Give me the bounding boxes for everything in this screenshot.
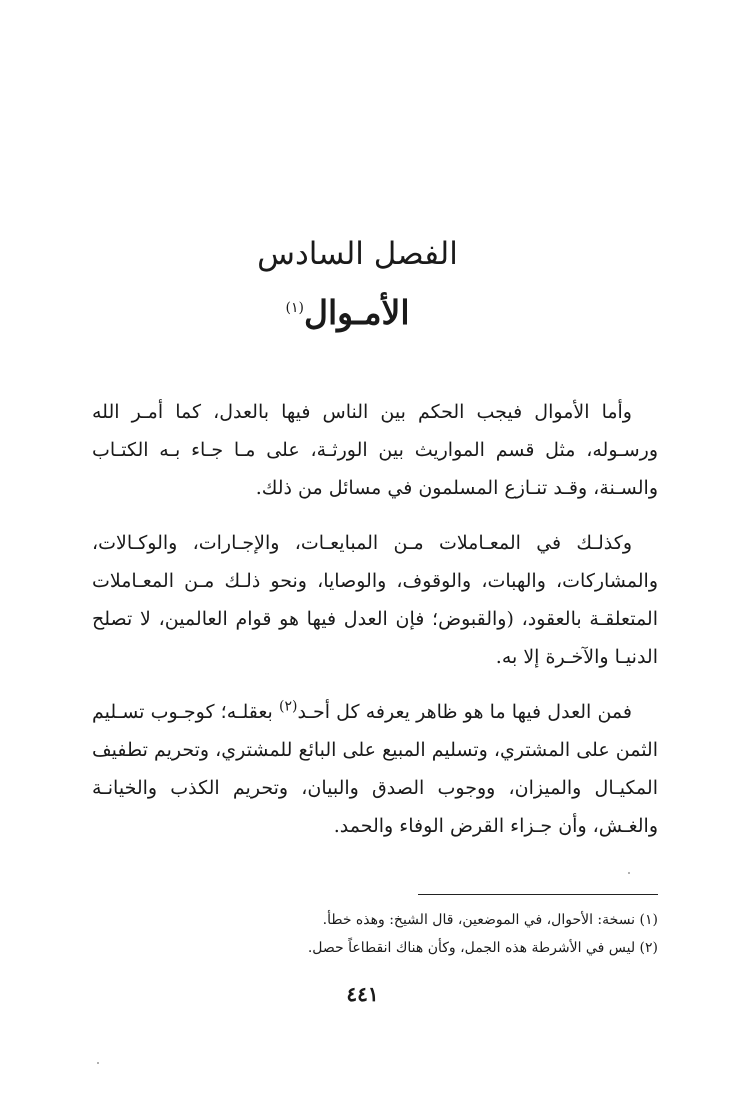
paragraph-3 [92, 693, 658, 845]
footnote-ref-2: (٢) [278, 698, 298, 715]
footnote-divider [418, 894, 658, 895]
paragraph-1: وأما الأموال فيجب الحكم بين الناس فيها بالعدل، كما أمـر الله ورسـوله، مثل قسم المواريث بين الورثـة، على مـا جـاء بـه الكتـاب والسـنة، وقـد تنـازع المسلمون في مسائل من ذلك. [92, 401, 658, 499]
paragraph-3-after: بعقلـه؛ كوجـوب تسـليم الثمن على المشتري، وتسليم المبيع على البائع للمشتري، وتحريم تطفيف المكيـال والميزان، ووجوب الصدق والبيان، وتحريم الكذب والخيانـة والغـش، وأن جـزاء القرض الوفاء والحمد. [92, 701, 658, 837]
footnote-2: (٢) ليس في الأشرطة هذه الجمل، وكأن هناك انقطاعاً حصل. [307, 940, 658, 956]
headings [0, 232, 755, 336]
page-number: ٤٤١ [346, 982, 379, 1006]
chapter-title: الفصل السادس [257, 236, 458, 272]
footnotes [100, 906, 658, 962]
scan-speck [97, 1062, 99, 1064]
paragraph-2: وكذلـك في المعـاملات مـن المبايعـات، والإجـارات، والوكـالات، والمشاركات، والهبات، والوقوف، والوصايا، ونحو ذلـك مـن المعـاملات المتعلقـة بالعقود، (والقبوض؛ فإن العدل فيها هو قوام العالمين، لا تصلح الدنيـا والآخـرة إلا به. [92, 532, 658, 668]
body-text [92, 393, 658, 862]
section-title [0, 290, 755, 336]
footnote-ref-1: (١) [285, 300, 304, 316]
section-title-text: الأمـوال [303, 293, 410, 332]
scan-speck [628, 872, 630, 874]
paragraph-3-before: فمن العدل فيها ما هو ظاهر يعرفه كل أحـد [297, 701, 632, 723]
footnote-1: (١) نسخة: الأحوال، في الموضعين، قال الشيخ: وهذه خطأ. [322, 912, 658, 928]
